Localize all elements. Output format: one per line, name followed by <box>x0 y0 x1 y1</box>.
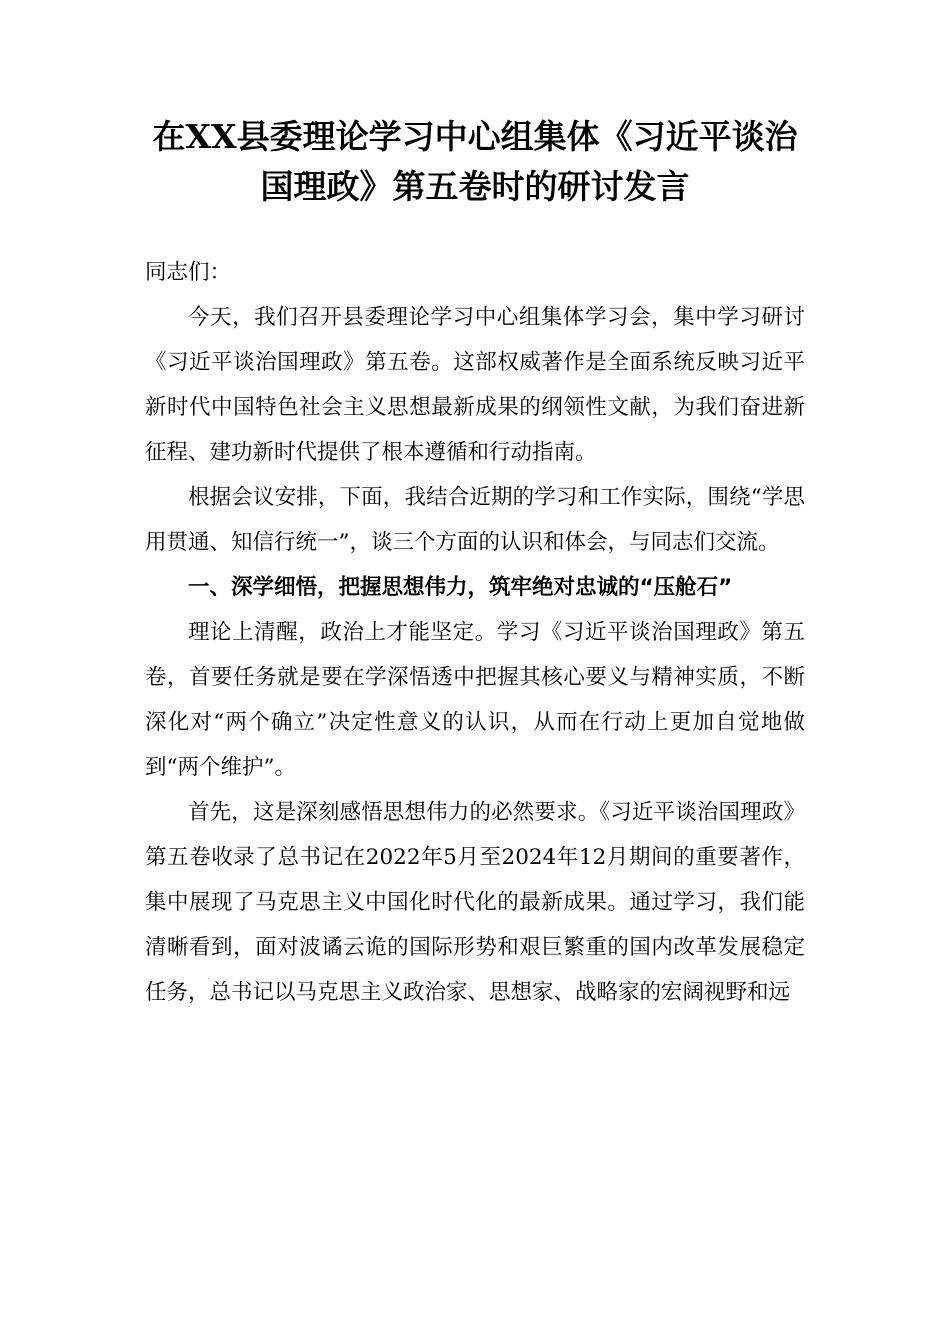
paragraph-arrangement: 根据会议安排，下面，我结合近期的学习和工作实际，围绕“学思用贯通、知信行统一”，谈三个方面的认识和体会，与同志们交流。 <box>145 485 805 555</box>
paragraph-intro: 今天，我们召开县委理论学习中心组集体学习会，集中学习研讨《习近平谈治国理政》第五卷。这部权威著作是全面系统反映习近平新时代中国特色社会主义思想最新成果的纲领性文献，为我们奋进新征程、建功新时代提供了根本遵循和行动指南。 <box>145 305 805 465</box>
salutation: 同志们： <box>145 260 232 285</box>
paragraph-section-1: 理论上清醒，政治上才能坚定。学习《习近平谈治国理政》第五卷，首要任务就是要在学深悟透中把握其核心要义与精神实质，不断深化对“两个确立”决定性意义的认识，从而在行动上更加自觉地做到“两个维护”。 <box>145 620 805 780</box>
paragraph-section-2: 首先，这是深刻感悟思想伟力的必然要求。《习近平谈治国理政》第五卷收录了总书记在2022年5月至2024年12月期间的重要著作，集中展现了马克思主义中国化时代化的最新成果。通过学习，我们能清晰看到，面对波谲云诡的国际形势和艰巨繁重的国内改革发展稳定任务，总书记以马克思主义政治家、思想家、战略家的宏阔视野和远 <box>145 800 805 1005</box>
document-body <box>145 250 805 1015</box>
section-heading: 一、深学细悟，把握思想伟力，筑牢绝对忠诚的“压舱石” <box>188 575 733 600</box>
document-title: 在XX县委理论学习中心组集体《习近平谈治国理政》第五卷时的研讨发言 <box>152 117 798 206</box>
